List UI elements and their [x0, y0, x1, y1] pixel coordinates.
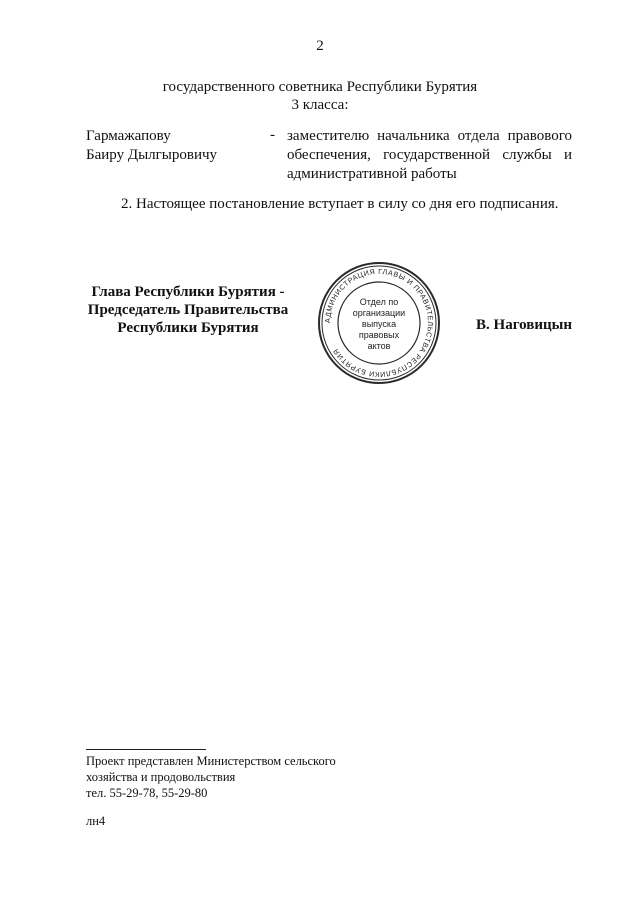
- position-line-1: заместителю начальника отдела правового: [287, 128, 572, 144]
- page-number: 2: [316, 38, 324, 54]
- appointee-dash: -: [270, 127, 275, 143]
- seal-ring-text: АДМИНИСТРАЦИЯ ГЛАВЫ И ПРАВИТЕЛЬСТВА РЕСПУБЛИКИ БУРЯТИЯ: [322, 266, 436, 380]
- signer-title: [68, 283, 308, 337]
- rank-title-line-2: 3 класса:: [291, 97, 349, 113]
- signer-title-line-1: Глава Республики Бурятия -: [91, 284, 285, 300]
- official-seal: [316, 260, 442, 386]
- signer-title-line-3: Республики Бурятия: [117, 320, 259, 336]
- footnote-line-2: хозяйства и продовольствия: [86, 770, 236, 784]
- position-line-2: обеспечения, государственной службы и: [287, 147, 572, 163]
- seal-line-1: Отдел по: [359, 297, 399, 307]
- document-code: лн4: [86, 814, 106, 828]
- clause-2: 2. Настоящее постановление вступает в силу со дня его подписания.: [121, 196, 559, 212]
- footnote-divider: [86, 749, 206, 750]
- position-line-3: административной работы: [287, 166, 457, 182]
- seal-line-5: актов: [367, 341, 391, 351]
- seal-line-3: выпуска: [361, 319, 397, 329]
- footnote-phone: тел. 55-29-78, 55-29-80: [86, 786, 208, 800]
- seal-line-2: организации: [352, 308, 406, 318]
- signer-name: В. Наговицын: [476, 317, 572, 333]
- rank-title-line-1: государственного советника Республики Бурятия: [162, 79, 478, 95]
- footnote-line-1: Проект представлен Министерством сельского: [86, 754, 336, 768]
- appointee-position: [287, 127, 572, 184]
- appointee-surname: Гармажапову: [86, 128, 171, 144]
- appointee-first-patronymic: Баиру Дылгыровичу: [86, 147, 218, 163]
- signer-title-line-2: Председатель Правительства: [87, 302, 289, 318]
- seal-line-4: правовых: [358, 330, 400, 340]
